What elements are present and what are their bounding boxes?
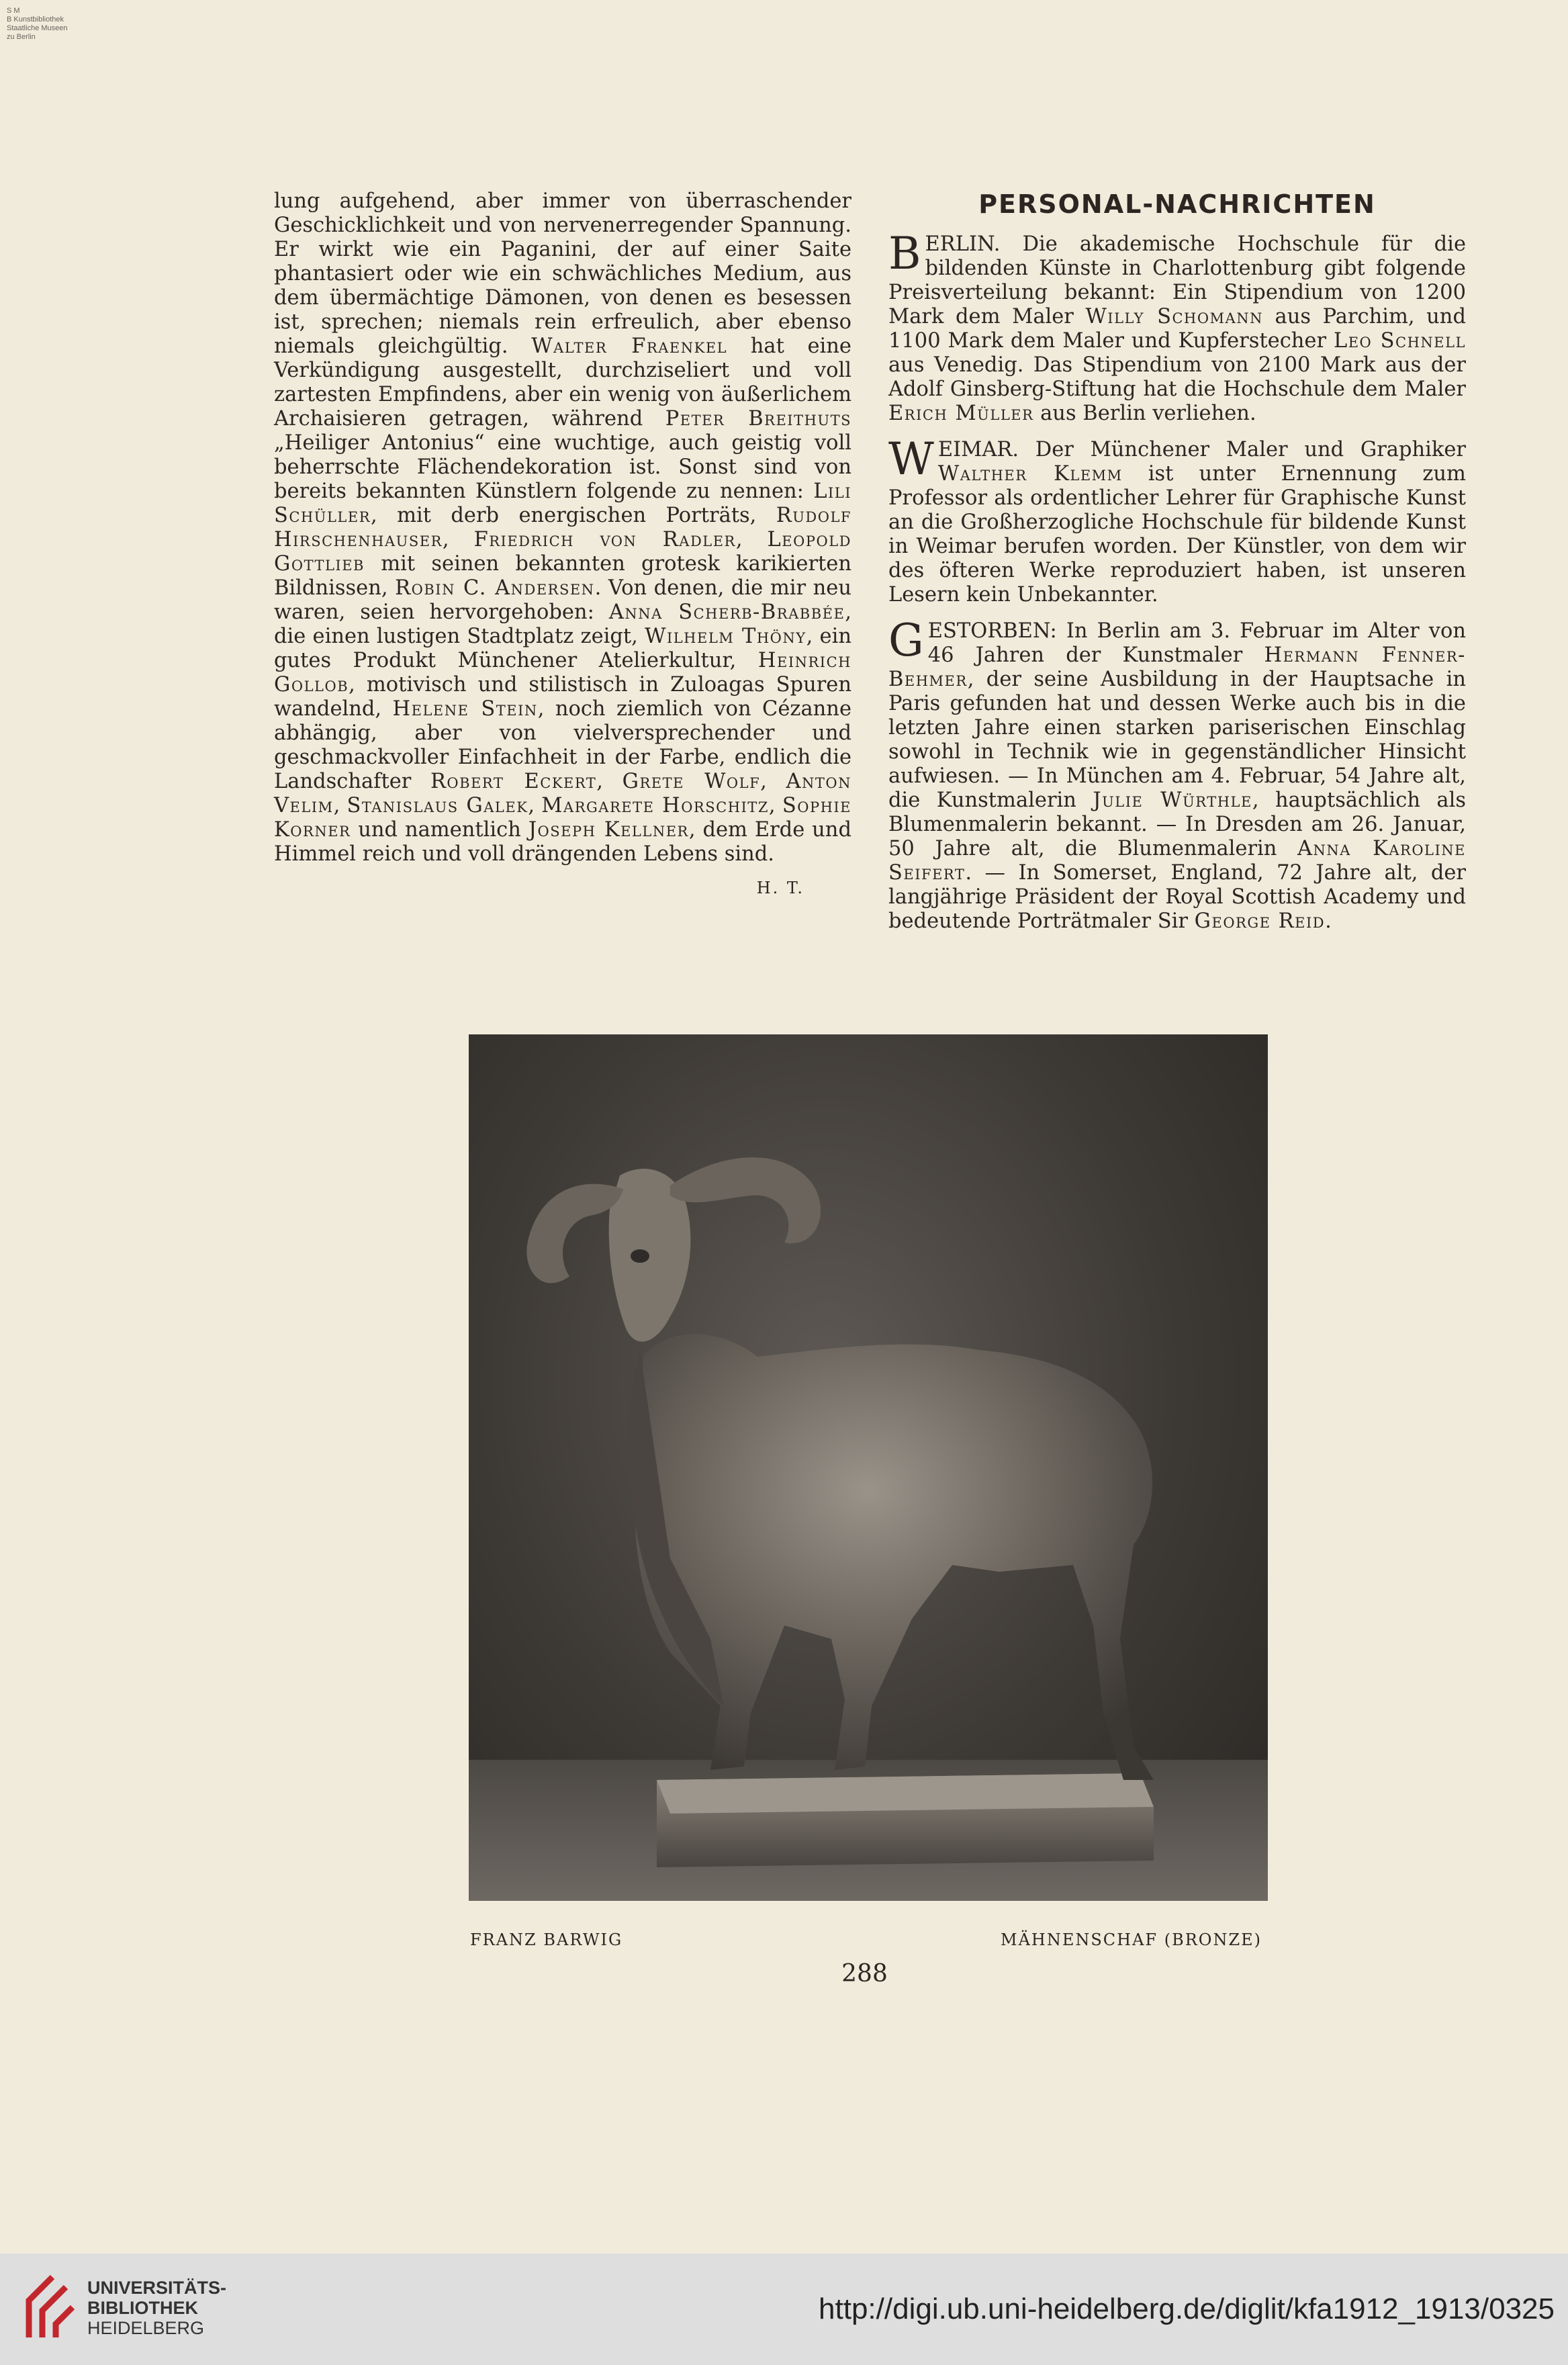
right-column	[888, 189, 1466, 946]
text-run: ,	[760, 770, 767, 793]
text-run: lung aufgehend, aber immer von überraschender Geschicklichkeit und von nervenerregender Spannung. Er wirkt wie ein Paganini, der auf einer Saite phantasiert oder wie ein schwächliches Medium, aus dem übermächtige Dämonen, von denen es besessen ist, sprechen; niemals rein erfreulich, aber ebenso niemals gleichgültig.	[274, 189, 851, 358]
text-run: ,	[442, 528, 449, 551]
news-gestorben	[888, 615, 1466, 934]
artist-name: Friedrich von Radler	[473, 528, 736, 551]
artist-name: Joseph Kellner	[528, 818, 689, 842]
artist-name: Lili Schüller	[274, 480, 851, 527]
artist-name: Wilhelm Thöny	[645, 625, 806, 648]
text-run: , noch ziemlich von Cézanne abhängig, aber von vielversprechender und geschmackvoller Einfachheit in der Farbe, endlich die Landschafter	[274, 697, 852, 793]
artist-name: Julie Würthle	[1093, 789, 1252, 812]
text-run: aus Berlin verliehen.	[1040, 402, 1256, 425]
text-run: , hauptsächlich als Blumenmalerin bekannt. — In Dresden am 26. Januar, 50 Jahre alt, die Blumenmalerin	[888, 789, 1466, 860]
artist-name: Heinrich Gollob	[274, 649, 851, 697]
sculpture-photo	[469, 1034, 1268, 1901]
artist-name: Leopold Gottlieb	[274, 528, 851, 576]
library-name	[87, 2278, 226, 2338]
text-run: ,	[596, 770, 603, 793]
text-run: , dem Erde und Himmel reich und voll drängenden Lebens sind.	[274, 818, 851, 866]
stamp-line: Staatliche Museen	[7, 24, 68, 32]
text-run: „Heiliger Antonius“ eine wuchtige, auch geistig voll beherrschte Flächendekoration ist. Sonst sind von bereits bekannten Künstlern folgende zu nennen:	[274, 431, 851, 503]
drop-cap: G	[888, 615, 924, 666]
artist-name: Stanislaus Galek	[347, 794, 528, 817]
text-run: hat eine Verkündigung ausgestellt, durchziseliert und voll zartesten Empfindens, aber ein wenig von äußerlichem Archaisieren getragen, während	[274, 334, 851, 431]
artist-name: George Reid	[1194, 909, 1326, 933]
artist-name: Robert Eckert	[430, 770, 597, 793]
news-weimar	[888, 433, 1466, 607]
text-run: aus Venedig. Das Stipendium von 2100 Mark aus der Adolf Ginsberg-Stiftung hat die Hochschule dem Maler	[888, 353, 1466, 401]
artist-name: Anna Karoline Seifert	[888, 837, 1466, 885]
drop-cap: W	[888, 433, 934, 485]
artist-name: Willy Schomann	[1085, 305, 1263, 328]
text-run: ,	[735, 528, 743, 551]
artist-name: Leo Schnell	[1333, 329, 1466, 353]
library-logo-icon	[19, 2270, 79, 2347]
news-berlin	[888, 228, 1466, 426]
text-run: . Von denen, die mir neu waren, seien hervorgehoben:	[274, 576, 852, 624]
news-lead: EIMAR.	[937, 438, 1019, 461]
artist-name: Hermann Fenner-Behmer	[888, 643, 1466, 691]
text-run: .	[1325, 909, 1332, 933]
text-run: . — In Somerset, England, 72 Jahre alt, der langjährige Präsident der Royal Scottish Academy und bedeutende Porträtmaler Sir	[888, 861, 1466, 933]
text-run: , mit derb energischen Porträts,	[371, 504, 757, 527]
artist-name: Erich Müller	[888, 402, 1034, 425]
artist-name: Robin C. Andersen	[395, 576, 595, 600]
text-run: ,	[768, 794, 776, 817]
text-run: Der Münchener Maler und Graphiker	[1035, 438, 1466, 461]
news-lead: ESTORBEN:	[927, 619, 1057, 643]
review-text	[274, 189, 851, 866]
artist-name: Anton Velim	[274, 770, 851, 817]
stamp-line: B Kunstbibliothek	[7, 15, 64, 24]
text-run: ,	[333, 794, 340, 817]
artist-name: Rudolf Hirschenhauser	[274, 504, 851, 551]
permalink-url[interactable]: http://digi.ub.uni-heidelberg.de/diglit/kfa1912_1913/0325	[819, 2292, 1555, 2325]
news-lead: ERLIN.	[925, 232, 1001, 256]
text-run: , ein gutes Produkt Münchener Atelierkultur,	[274, 625, 851, 672]
text-run: In Berlin am 3. Februar im Alter von 46 Jahren der Kunstmaler	[927, 619, 1466, 667]
artist-name: Grete Wolf	[622, 770, 761, 793]
left-column	[274, 189, 851, 900]
text-run: , der seine Ausbildung in der Hauptsache in Paris gefunden hat und dessen Werke auch bis in die letzten Jahre einen starken pariserischen Einschlag sowohl in Technik wie in gegenständlicher Hinsicht aufwiesen. — In München am 4. Februar, 54 Jahre alt, die Kunstmalerin	[888, 668, 1466, 812]
text-run: , motivisch und stilistisch in Zuloagas Spuren wandelnd,	[274, 673, 851, 721]
digitization-footer	[0, 2254, 1568, 2365]
artist-name: Walter Fraenkel	[531, 334, 728, 358]
ram-sculpture-icon	[469, 1034, 1268, 1901]
text-run: und namentlich	[358, 818, 521, 842]
text-run: Die akademische Hochschule für die bildenden Künste in Charlottenburg gibt folgende Preisverteilung bekannt: Ein Stipendium von 1200 Mark dem Maler	[888, 232, 1466, 328]
library-name-line: BIBLIOTHEK	[87, 2298, 198, 2318]
photo-caption-title: MÄHNENSCHAF (BRONZE)	[1001, 1930, 1262, 1949]
library-name-line: UNIVERSITÄTS-	[87, 2278, 227, 2298]
author-signature: H. T.	[756, 879, 804, 897]
text-run: ist unter Ernennung zum Professor als ordentlicher Lehrer für Graphische Kunst an die Großherzogliche Hochschule für bildende Kunst in Weimar berufen worden. Der Künstler, von dem wir des öfteren Werke reproduziert haben, ist unseren Lesern kein Unbekannter.	[888, 462, 1466, 607]
artist-name: Walther Klemm	[937, 462, 1123, 486]
page-number: 288	[841, 1960, 888, 1988]
drop-cap: B	[888, 228, 921, 279]
artist-name: Sophie Korner	[274, 794, 852, 842]
stamp-line: zu Berlin	[7, 33, 36, 41]
text-run: ,	[528, 794, 535, 817]
photo-caption-artist: FRANZ BARWIG	[470, 1930, 623, 1949]
artist-name: Anna Scherb-Brabbée	[608, 600, 845, 624]
text-run: aus Parchim, und 1100 Mark dem Maler und Kupferstecher	[888, 305, 1466, 353]
library-name-line: HEIDELBERG	[87, 2318, 205, 2338]
artist-name: Peter Breithuts	[665, 407, 851, 431]
artist-name: Margarete Horschitz	[541, 794, 769, 817]
text-run: mit seinen bekannten grotesk karikierten Bildnissen,	[274, 552, 851, 600]
library-stamp	[7, 7, 68, 42]
stamp-line: S M	[7, 7, 20, 15]
artist-name: Helene Stein	[392, 697, 538, 721]
section-heading: PERSONAL-NACHRICHTEN	[978, 189, 1376, 219]
text-run: , die einen lustigen Stadtplatz zeigt,	[274, 600, 851, 648]
